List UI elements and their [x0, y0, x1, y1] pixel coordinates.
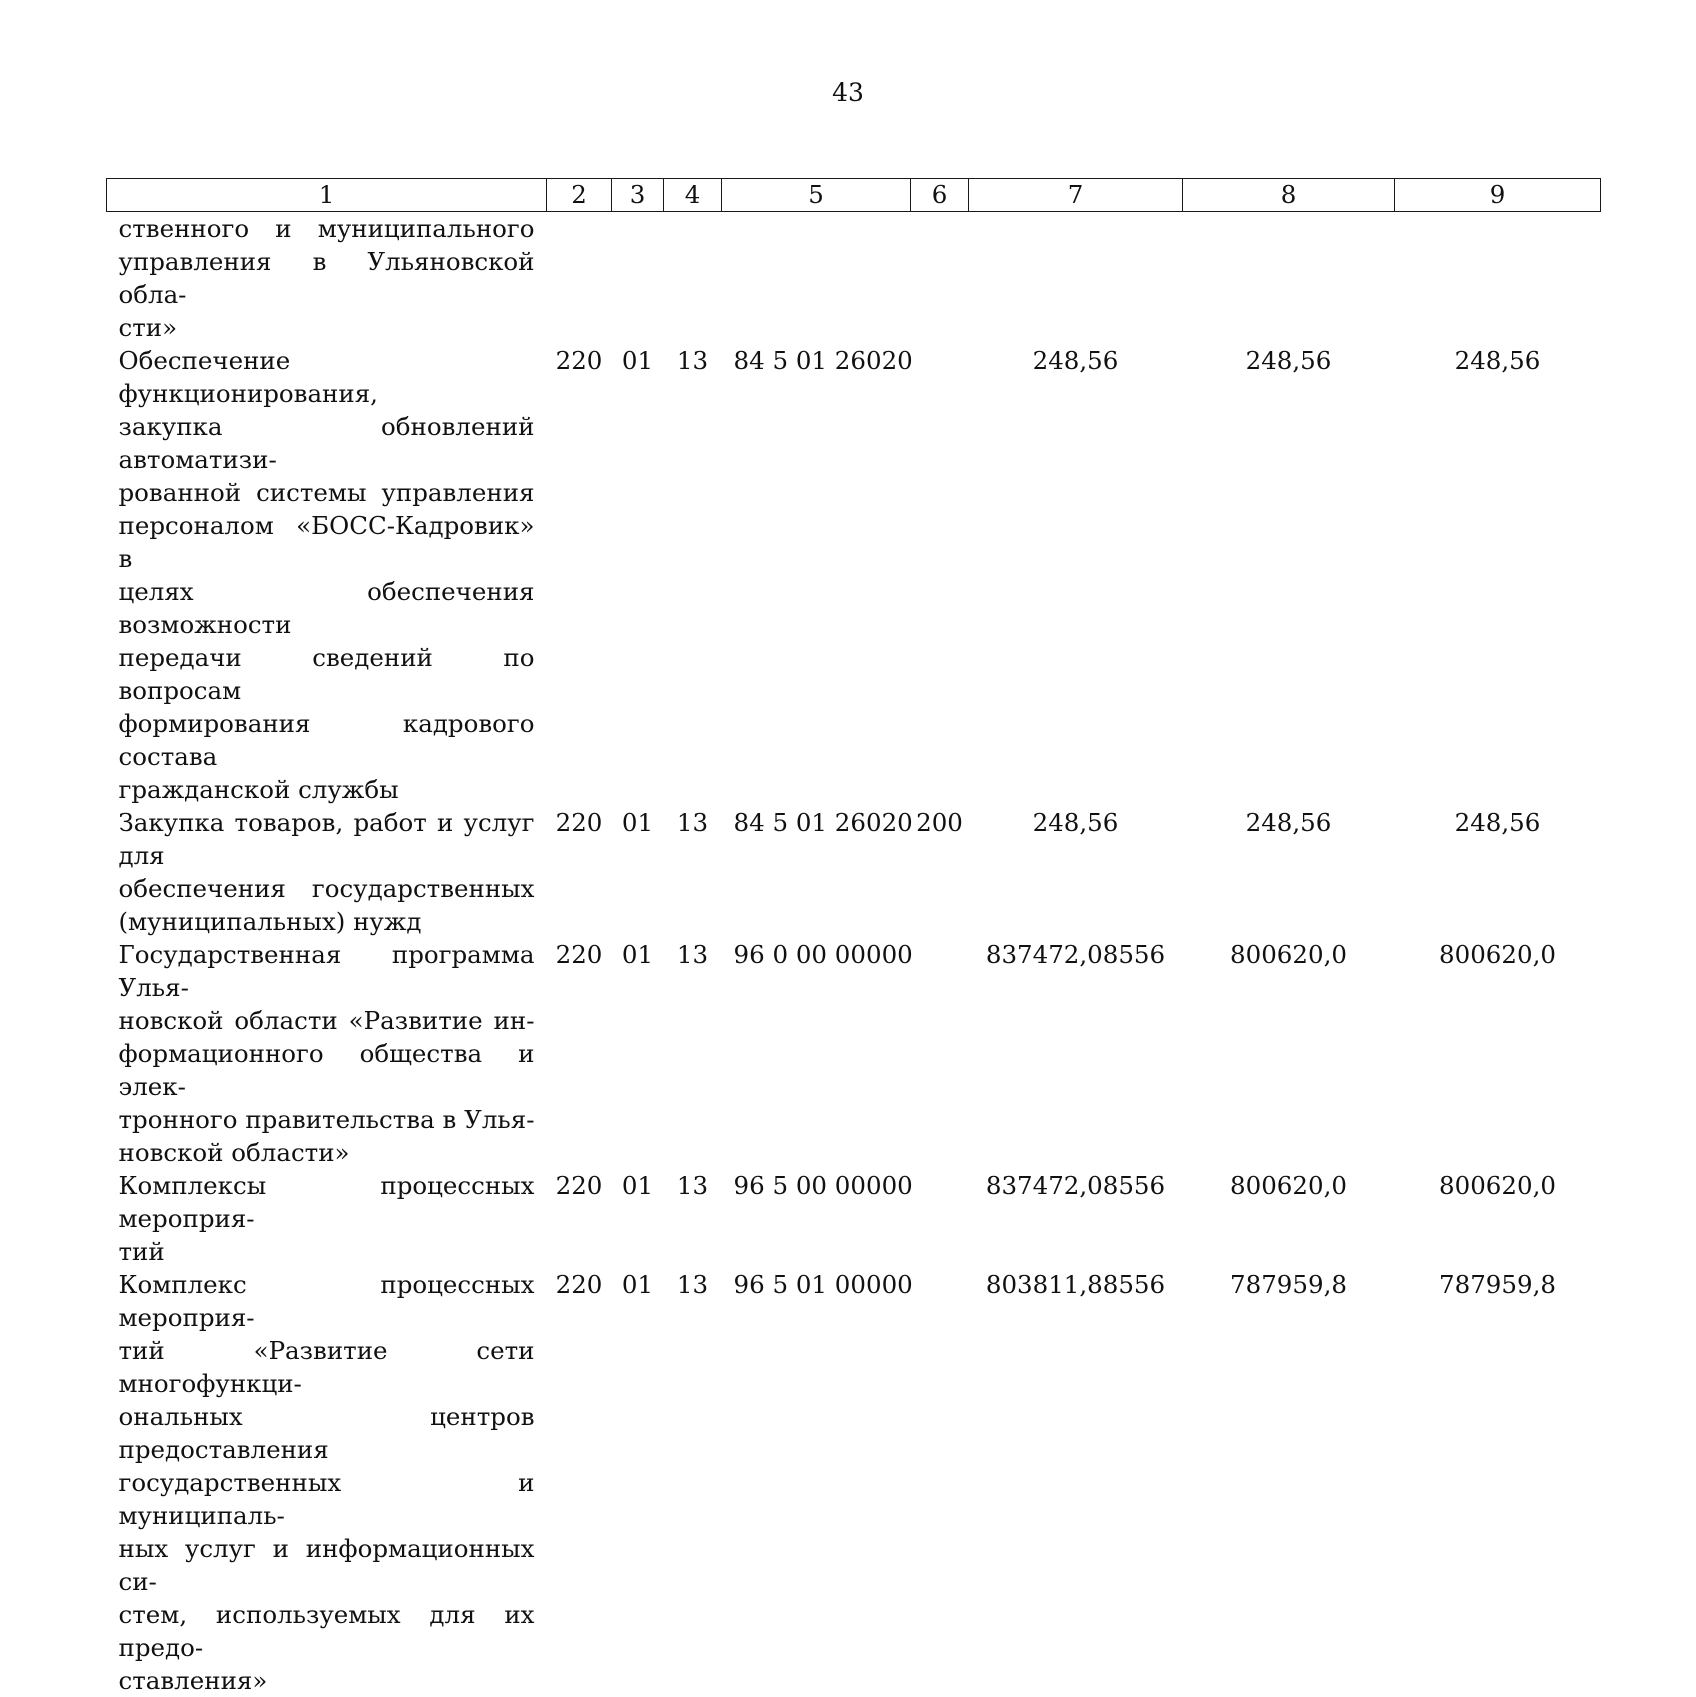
cell-value-8: 248,56 — [1183, 806, 1395, 938]
cell-code-6 — [911, 938, 969, 1169]
name-line: передачи сведений по вопросам — [119, 641, 535, 707]
page-number: 43 — [0, 78, 1696, 108]
name-line: персоналом «БОСС-Кадровик» в — [119, 509, 535, 575]
name-line: ональных центров предоставления — [119, 1400, 535, 1466]
cell-value-7: 248,56 — [969, 344, 1183, 806]
cell-code-6 — [911, 212, 969, 345]
cell-code-4: 13 — [664, 938, 722, 1169]
cell-value-8 — [1183, 212, 1395, 345]
column-header: 7 — [969, 179, 1183, 212]
cell-code-2: 220 — [547, 344, 612, 806]
name-line: новской области «Развитие ин- — [119, 1004, 535, 1037]
table-row — [107, 806, 1601, 938]
name-line: Обеспечение функционирования, — [119, 344, 535, 410]
name-line: гражданской службы — [119, 773, 535, 806]
name-line: обеспечения государственных — [119, 872, 535, 905]
cell-name — [107, 344, 547, 806]
cell-code-2 — [547, 212, 612, 345]
cell-name — [107, 806, 547, 938]
cell-code-6: 200 — [911, 806, 969, 938]
name-line: государственных и муниципаль- — [119, 1466, 535, 1532]
cell-value-9: 800620,0 — [1395, 1169, 1601, 1268]
name-line: новской области» — [119, 1136, 535, 1169]
column-header: 5 — [722, 179, 911, 212]
cell-code-3: 01 — [612, 344, 664, 806]
name-line: формационного общества и элек- — [119, 1037, 535, 1103]
cell-code-5: 84 5 01 26020 — [722, 806, 911, 938]
cell-value-7: 837472,08556 — [969, 1169, 1183, 1268]
cell-value-9: 248,56 — [1395, 344, 1601, 806]
cell-name — [107, 212, 547, 345]
name-line: целях обеспечения возможности — [119, 575, 535, 641]
column-header: 8 — [1183, 179, 1395, 212]
cell-code-2: 220 — [547, 806, 612, 938]
cell-name — [107, 1268, 547, 1697]
cell-code-4 — [664, 212, 722, 345]
cell-value-9 — [1395, 212, 1601, 345]
cell-value-8: 800620,0 — [1183, 1169, 1395, 1268]
cell-value-8: 800620,0 — [1183, 938, 1395, 1169]
cell-value-9: 248,56 — [1395, 806, 1601, 938]
table-row — [107, 1169, 1601, 1268]
name-line: ставления» — [119, 1664, 535, 1697]
cell-name — [107, 1169, 547, 1268]
column-header: 1 — [107, 179, 547, 212]
name-line: Закупка товаров, работ и услуг для — [119, 806, 535, 872]
cell-value-7 — [969, 212, 1183, 345]
cell-name — [107, 938, 547, 1169]
name-line: тронного правительства в Улья- — [119, 1103, 535, 1136]
column-header: 6 — [911, 179, 969, 212]
name-line: сти» — [119, 311, 535, 344]
cell-value-8: 248,56 — [1183, 344, 1395, 806]
name-line: Комплекс процессных мероприя- — [119, 1268, 535, 1334]
cell-code-3 — [612, 212, 664, 345]
table-header-row — [107, 179, 1601, 212]
cell-value-7: 248,56 — [969, 806, 1183, 938]
name-line: (муниципальных) нужд — [119, 905, 535, 938]
name-line: закупка обновлений автоматизи- — [119, 410, 535, 476]
cell-code-5 — [722, 212, 911, 345]
cell-code-3: 01 — [612, 938, 664, 1169]
cell-code-3: 01 — [612, 1169, 664, 1268]
cell-code-2: 220 — [547, 1169, 612, 1268]
column-header: 4 — [664, 179, 722, 212]
cell-code-5: 96 5 00 00000 — [722, 1169, 911, 1268]
cell-code-5: 84 5 01 26020 — [722, 344, 911, 806]
cell-value-8: 787959,8 — [1183, 1268, 1395, 1697]
name-line: формирования кадрового состава — [119, 707, 535, 773]
cell-code-6 — [911, 1268, 969, 1697]
name-line: ственного и муниципального — [119, 212, 535, 245]
budget-table — [106, 178, 1601, 1697]
cell-code-4: 13 — [664, 806, 722, 938]
table-row — [107, 938, 1601, 1169]
name-line: стем, используемых для их предо- — [119, 1598, 535, 1664]
cell-code-4: 13 — [664, 1268, 722, 1697]
name-line: рованной системы управления — [119, 476, 535, 509]
table-row — [107, 212, 1601, 345]
cell-code-6 — [911, 344, 969, 806]
cell-code-4: 13 — [664, 344, 722, 806]
column-header: 2 — [547, 179, 612, 212]
cell-value-9: 787959,8 — [1395, 1268, 1601, 1697]
name-line: управления в Ульяновской обла- — [119, 245, 535, 311]
name-line: тий — [119, 1235, 535, 1268]
name-line: Комплексы процессных мероприя- — [119, 1169, 535, 1235]
cell-code-5: 96 0 00 00000 — [722, 938, 911, 1169]
column-header: 9 — [1395, 179, 1601, 212]
table-body — [107, 212, 1601, 1697]
cell-value-7: 803811,88556 — [969, 1268, 1183, 1697]
cell-code-5: 96 5 01 00000 — [722, 1268, 911, 1697]
name-line: Государственная программа Улья- — [119, 938, 535, 1004]
name-line: ных услуг и информационных си- — [119, 1532, 535, 1598]
name-line: тий «Развитие сети многофункци- — [119, 1334, 535, 1400]
cell-code-4: 13 — [664, 1169, 722, 1268]
table-row — [107, 1268, 1601, 1697]
table-row — [107, 344, 1601, 806]
cell-code-2: 220 — [547, 938, 612, 1169]
column-header: 3 — [612, 179, 664, 212]
cell-code-2: 220 — [547, 1268, 612, 1697]
cell-value-7: 837472,08556 — [969, 938, 1183, 1169]
cell-code-3: 01 — [612, 806, 664, 938]
cell-value-9: 800620,0 — [1395, 938, 1601, 1169]
cell-code-3: 01 — [612, 1268, 664, 1697]
cell-code-6 — [911, 1169, 969, 1268]
